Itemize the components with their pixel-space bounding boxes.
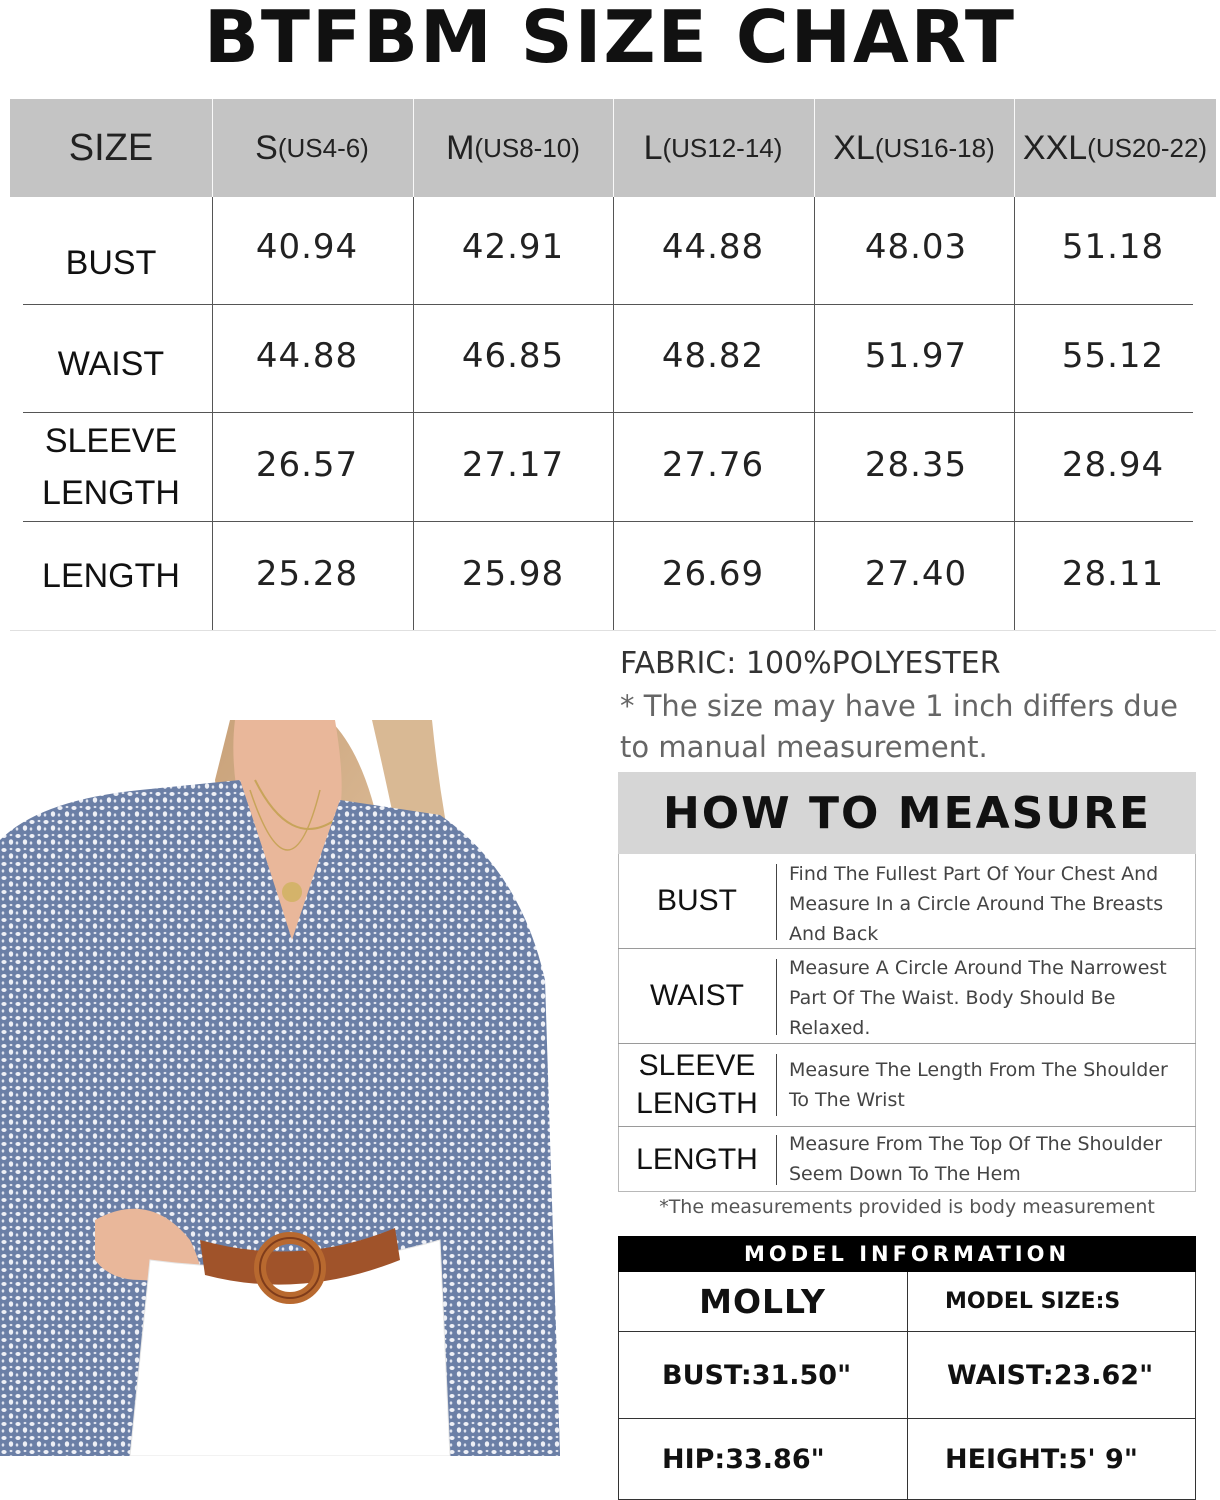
table-bottom-rule	[10, 630, 1216, 631]
measure-row-length	[618, 1127, 1196, 1192]
measure-separator	[776, 959, 777, 1035]
measure-description: Measure From The Top Of The Shoulder Seem Down To The Hem	[789, 1133, 1163, 1185]
table-cell: 28.35	[864, 445, 968, 485]
body-measurement-footnote: *The measurements provided is body measurement	[659, 1196, 1155, 1218]
size-header-l	[613, 99, 813, 197]
measure-row-waist	[618, 949, 1196, 1043]
measure-description: Find The Fullest Part Of Your Chest And Measure In a Circle Around The Breasts And Back	[789, 863, 1164, 945]
column-divider	[613, 197, 614, 631]
table-cell: 44.88	[661, 227, 765, 267]
model-info-title: MODEL INFORMATION	[618, 1236, 1196, 1272]
table-cell: 26.69	[661, 554, 765, 594]
size-table	[10, 99, 1216, 631]
how-to-measure-table	[618, 772, 1196, 1192]
table-cell: 46.85	[461, 336, 565, 376]
fabric-info: FABRIC: 100%POLYESTER	[620, 646, 1001, 681]
table-cell: 48.03	[864, 227, 968, 267]
table-cell: 27.40	[864, 554, 968, 594]
table-cell: 40.94	[255, 227, 359, 267]
size-header-label: SIZE	[68, 126, 154, 169]
size-header-m	[413, 99, 613, 197]
size-header-xl	[814, 99, 1014, 197]
measure-separator	[776, 1135, 777, 1185]
row-label: WAIST	[57, 345, 165, 383]
how-to-measure-title: HOW TO MEASURE	[618, 772, 1196, 854]
table-cell: 51.18	[1061, 227, 1165, 267]
table-cell: 44.88	[255, 336, 359, 376]
size-us-range: (US12-14)	[662, 132, 783, 163]
measure-description: Measure A Circle Around The Narrowest Part Of The Waist. Body Should Be Relaxed.	[789, 957, 1167, 1039]
size-us-range: (US20-22)	[1087, 132, 1208, 163]
size-us-range: (US16-18)	[874, 132, 995, 163]
row-divider	[23, 304, 1193, 305]
table-cell: 55.12	[1061, 336, 1165, 376]
measurement-note: * The size may have 1 inch differs due to manual measurement.	[620, 689, 1178, 764]
size-name: L	[643, 128, 663, 167]
size-header-s	[212, 99, 412, 197]
table-cell: 28.94	[1061, 445, 1165, 485]
page-title: BTFBM SIZE CHART	[203, 0, 1016, 79]
row-divider	[23, 521, 1193, 522]
measure-label: WAIST	[650, 979, 744, 1012]
model-hip: HIP:33.86"	[662, 1444, 825, 1475]
size-us-range: (US4-6)	[277, 132, 369, 163]
column-divider	[1014, 197, 1015, 631]
table-cell: 25.98	[461, 554, 565, 594]
measure-label: LENGTH	[636, 1142, 758, 1176]
table-cell: 48.82	[661, 336, 765, 376]
column-divider	[212, 197, 213, 631]
row-label: BUST	[65, 243, 157, 282]
model-illustration	[0, 720, 560, 1456]
column-divider	[814, 197, 815, 631]
size-name: XXL	[1022, 128, 1088, 167]
measure-separator	[776, 864, 777, 940]
table-cell: 28.11	[1061, 554, 1165, 594]
size-header-xxl	[1014, 99, 1216, 197]
column-divider	[413, 197, 414, 631]
table-cell: 27.76	[661, 445, 765, 485]
table-cell: 51.97	[864, 336, 968, 376]
model-information-table	[618, 1236, 1196, 1500]
model-name: MOLLY	[699, 1282, 826, 1321]
model-bust: BUST:31.50"	[662, 1359, 852, 1391]
size-name: M	[446, 128, 475, 167]
size-us-range: (US8-10)	[474, 132, 580, 163]
size-name: S	[255, 128, 278, 167]
measure-row-sleeve-length	[618, 1044, 1196, 1126]
table-cell: 26.57	[255, 445, 359, 485]
measure-label: BUST	[656, 884, 737, 917]
table-cell: 25.28	[255, 554, 359, 594]
model-waist: WAIST:23.62"	[947, 1359, 1154, 1391]
row-label: SLEEVE LENGTH	[42, 421, 180, 512]
table-cell: 42.91	[461, 227, 565, 267]
model-photo	[0, 720, 560, 1456]
measure-label: SLEEVE LENGTH	[636, 1049, 758, 1120]
row-label: LENGTH	[42, 557, 180, 595]
measure-row-bust	[618, 854, 1196, 948]
model-height: HEIGHT:5' 9"	[945, 1444, 1138, 1475]
measure-description: Measure The Length From The Shoulder To The Wrist	[789, 1059, 1168, 1111]
row-divider	[23, 412, 1193, 413]
measure-separator	[776, 1054, 777, 1116]
size-name: XL	[833, 128, 875, 167]
table-cell: 27.17	[461, 445, 565, 485]
model-size: MODEL SIZE:S	[945, 1289, 1121, 1314]
